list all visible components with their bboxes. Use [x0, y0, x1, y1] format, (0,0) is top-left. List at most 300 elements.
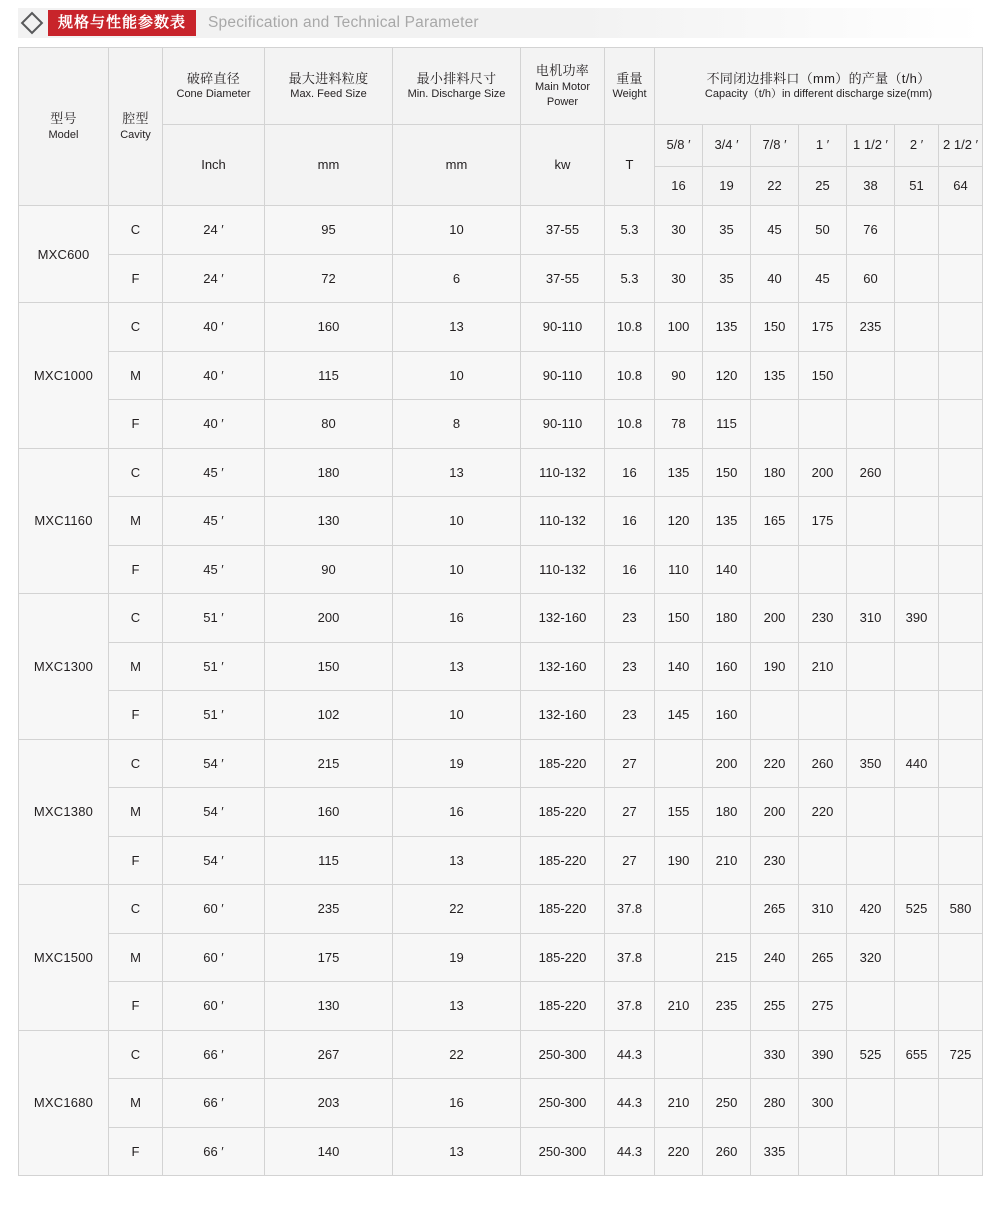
capacity-cell: [847, 982, 895, 1031]
capacity-cell: 280: [751, 1079, 799, 1128]
cavity-cell: M: [109, 1079, 163, 1128]
capacity-cell: [847, 351, 895, 400]
cone-diameter-cell: 51 ′: [163, 642, 265, 691]
motor-power-cell: 90-110: [521, 400, 605, 449]
capacity-cell: [939, 351, 983, 400]
table-row: [19, 788, 983, 837]
capacity-size-inch-4: 1 1/2 ′: [847, 125, 895, 167]
capacity-cell: 220: [751, 739, 799, 788]
capacity-cell: [799, 691, 847, 740]
unit-cone-diameter: Inch: [163, 125, 265, 206]
header-cavity-en: Cavity: [120, 128, 151, 141]
weight-cell: 5.3: [605, 206, 655, 255]
capacity-cell: [939, 933, 983, 982]
capacity-cell: 220: [799, 788, 847, 837]
weight-cell: 27: [605, 836, 655, 885]
capacity-cell: 200: [751, 788, 799, 837]
motor-power-cell: 185-220: [521, 982, 605, 1031]
header-capacity-cn: 不同闭边排料口（mm）的产量（t/h）: [706, 70, 931, 86]
cavity-cell: C: [109, 1030, 163, 1079]
capacity-cell: 135: [703, 303, 751, 352]
header-motor-power-en: Main Motor Power: [534, 80, 591, 108]
capacity-cell: [799, 545, 847, 594]
capacity-cell: [939, 982, 983, 1031]
cone-diameter-cell: 60 ′: [163, 933, 265, 982]
cone-diameter-cell: 51 ′: [163, 691, 265, 740]
cone-diameter-cell: 40 ′: [163, 400, 265, 449]
capacity-cell: 210: [703, 836, 751, 885]
header-model-cn: 型号: [50, 111, 77, 127]
header-cone-diameter-cn: 破碎直径: [186, 70, 241, 86]
weight-cell: 23: [605, 642, 655, 691]
table-row: [19, 594, 983, 643]
header-capacity-en: Capacity（t/h）in different discharge size(mm): [704, 88, 933, 101]
specification-table: [18, 47, 983, 1176]
cone-diameter-cell: 24 ′: [163, 206, 265, 255]
capacity-cell: [751, 400, 799, 449]
min-discharge-cell: 10: [393, 497, 521, 546]
capacity-cell: [655, 1030, 703, 1079]
capacity-size-mm-2: 22: [751, 166, 799, 205]
capacity-cell: [703, 885, 751, 934]
capacity-cell: 150: [655, 594, 703, 643]
weight-cell: 16: [605, 448, 655, 497]
cone-diameter-cell: 60 ′: [163, 885, 265, 934]
header-min-discharge: [393, 48, 521, 125]
header-weight-en: Weight: [612, 88, 647, 101]
motor-power-cell: 110-132: [521, 497, 605, 546]
capacity-cell: 155: [655, 788, 703, 837]
capacity-cell: [751, 691, 799, 740]
table-row: [19, 448, 983, 497]
capacity-cell: [847, 691, 895, 740]
table-row: [19, 739, 983, 788]
header-row-sizes-inch: [19, 125, 983, 167]
capacity-cell: [847, 1127, 895, 1176]
max-feed-cell: 80: [265, 400, 393, 449]
capacity-cell: 150: [799, 351, 847, 400]
motor-power-cell: 132-160: [521, 594, 605, 643]
capacity-cell: 230: [799, 594, 847, 643]
cone-diameter-cell: 60 ′: [163, 982, 265, 1031]
capacity-cell: [895, 497, 939, 546]
capacity-cell: 140: [703, 545, 751, 594]
min-discharge-cell: 19: [393, 933, 521, 982]
min-discharge-cell: 8: [393, 400, 521, 449]
capacity-cell: [939, 303, 983, 352]
capacity-cell: 190: [655, 836, 703, 885]
capacity-size-inch-2: 7/8 ′: [751, 125, 799, 167]
table-row: [19, 885, 983, 934]
capacity-cell: [895, 1127, 939, 1176]
capacity-cell: 40: [751, 254, 799, 303]
capacity-cell: 120: [703, 351, 751, 400]
capacity-cell: 390: [895, 594, 939, 643]
motor-power-cell: 90-110: [521, 303, 605, 352]
table-row: [19, 400, 983, 449]
capacity-cell: [939, 497, 983, 546]
cavity-cell: F: [109, 836, 163, 885]
capacity-size-mm-0: 16: [655, 166, 703, 205]
capacity-cell: [799, 1127, 847, 1176]
diamond-icon: [21, 12, 44, 35]
capacity-cell: [847, 1079, 895, 1128]
header-motor-power-cn: 电机功率: [535, 63, 590, 79]
model-cell: MXC1000: [19, 303, 109, 449]
capacity-cell: 190: [751, 642, 799, 691]
cone-diameter-cell: 66 ′: [163, 1127, 265, 1176]
header-row-main: [19, 48, 983, 125]
capacity-cell: 180: [751, 448, 799, 497]
cavity-cell: C: [109, 206, 163, 255]
capacity-cell: [703, 1030, 751, 1079]
motor-power-cell: 185-220: [521, 788, 605, 837]
capacity-cell: [939, 739, 983, 788]
cavity-cell: C: [109, 448, 163, 497]
capacity-cell: 220: [655, 1127, 703, 1176]
min-discharge-cell: 13: [393, 448, 521, 497]
weight-cell: 37.8: [605, 933, 655, 982]
capacity-cell: 100: [655, 303, 703, 352]
table-row: [19, 497, 983, 546]
capacity-cell: [895, 642, 939, 691]
model-cell: MXC1160: [19, 448, 109, 594]
table-row: [19, 982, 983, 1031]
capacity-cell: [655, 885, 703, 934]
cavity-cell: F: [109, 545, 163, 594]
capacity-cell: [847, 400, 895, 449]
cone-diameter-cell: 54 ′: [163, 836, 265, 885]
table-row: [19, 1079, 983, 1128]
capacity-cell: 260: [847, 448, 895, 497]
capacity-cell: 210: [655, 1079, 703, 1128]
model-cell: MXC1300: [19, 594, 109, 740]
capacity-cell: [939, 545, 983, 594]
max-feed-cell: 175: [265, 933, 393, 982]
capacity-cell: 200: [751, 594, 799, 643]
capacity-cell: [847, 642, 895, 691]
cavity-cell: C: [109, 885, 163, 934]
max-feed-cell: 180: [265, 448, 393, 497]
min-discharge-cell: 10: [393, 206, 521, 255]
weight-cell: 10.8: [605, 303, 655, 352]
motor-power-cell: 132-160: [521, 691, 605, 740]
model-cell: MXC1500: [19, 885, 109, 1031]
min-discharge-cell: 22: [393, 1030, 521, 1079]
capacity-cell: [895, 545, 939, 594]
header-max-feed: [265, 48, 393, 125]
motor-power-cell: 185-220: [521, 933, 605, 982]
table-row: [19, 1030, 983, 1079]
model-cell: MXC600: [19, 206, 109, 303]
capacity-cell: 150: [703, 448, 751, 497]
header-model: [19, 48, 109, 206]
table-row: [19, 1127, 983, 1176]
weight-cell: 27: [605, 739, 655, 788]
weight-cell: 44.3: [605, 1079, 655, 1128]
max-feed-cell: 150: [265, 642, 393, 691]
min-discharge-cell: 16: [393, 1079, 521, 1128]
capacity-cell: [939, 1079, 983, 1128]
capacity-cell: 35: [703, 254, 751, 303]
capacity-size-mm-3: 25: [799, 166, 847, 205]
capacity-cell: 145: [655, 691, 703, 740]
capacity-size-inch-3: 1 ′: [799, 125, 847, 167]
cavity-cell: M: [109, 642, 163, 691]
capacity-cell: 265: [799, 933, 847, 982]
capacity-cell: [799, 836, 847, 885]
unit-min-discharge: mm: [393, 125, 521, 206]
capacity-cell: [847, 545, 895, 594]
cavity-cell: M: [109, 788, 163, 837]
motor-power-cell: 37-55: [521, 206, 605, 255]
table-row: [19, 254, 983, 303]
table-row: [19, 836, 983, 885]
weight-cell: 27: [605, 788, 655, 837]
cone-diameter-cell: 40 ′: [163, 303, 265, 352]
table-row: [19, 642, 983, 691]
weight-cell: 23: [605, 594, 655, 643]
capacity-size-inch-1: 3/4 ′: [703, 125, 751, 167]
min-discharge-cell: 10: [393, 691, 521, 740]
capacity-cell: 525: [895, 885, 939, 934]
capacity-cell: [939, 642, 983, 691]
max-feed-cell: 160: [265, 788, 393, 837]
motor-power-cell: 185-220: [521, 836, 605, 885]
max-feed-cell: 200: [265, 594, 393, 643]
weight-cell: 44.3: [605, 1030, 655, 1079]
capacity-cell: 215: [703, 933, 751, 982]
weight-cell: 37.8: [605, 885, 655, 934]
header-max-feed-en: Max. Feed Size: [290, 88, 367, 101]
capacity-cell: 390: [799, 1030, 847, 1079]
cavity-cell: F: [109, 400, 163, 449]
capacity-cell: 180: [703, 594, 751, 643]
capacity-cell: [895, 836, 939, 885]
capacity-cell: 78: [655, 400, 703, 449]
capacity-cell: [939, 836, 983, 885]
cone-diameter-cell: 51 ′: [163, 594, 265, 643]
capacity-cell: 240: [751, 933, 799, 982]
min-discharge-cell: 13: [393, 1127, 521, 1176]
cone-diameter-cell: 66 ′: [163, 1030, 265, 1079]
capacity-cell: [895, 448, 939, 497]
motor-power-cell: 90-110: [521, 351, 605, 400]
unit-weight: T: [605, 125, 655, 206]
weight-cell: 5.3: [605, 254, 655, 303]
cavity-cell: M: [109, 351, 163, 400]
header-capacity: [655, 48, 983, 125]
cone-diameter-cell: 54 ′: [163, 788, 265, 837]
capacity-cell: 90: [655, 351, 703, 400]
min-discharge-cell: 10: [393, 351, 521, 400]
min-discharge-cell: 22: [393, 885, 521, 934]
min-discharge-cell: 13: [393, 982, 521, 1031]
capacity-cell: [895, 788, 939, 837]
model-cell: MXC1380: [19, 739, 109, 885]
capacity-cell: 135: [751, 351, 799, 400]
capacity-cell: 210: [655, 982, 703, 1031]
capacity-cell: 320: [847, 933, 895, 982]
capacity-cell: 255: [751, 982, 799, 1031]
max-feed-cell: 235: [265, 885, 393, 934]
motor-power-cell: 132-160: [521, 642, 605, 691]
capacity-cell: 210: [799, 642, 847, 691]
capacity-cell: 175: [799, 303, 847, 352]
max-feed-cell: 115: [265, 836, 393, 885]
capacity-cell: [847, 836, 895, 885]
motor-power-cell: 110-132: [521, 545, 605, 594]
capacity-cell: 160: [703, 691, 751, 740]
min-discharge-cell: 10: [393, 545, 521, 594]
header-min-discharge-cn: 最小排料尺寸: [416, 70, 497, 86]
cone-diameter-cell: 66 ′: [163, 1079, 265, 1128]
capacity-cell: [939, 788, 983, 837]
cavity-cell: F: [109, 1127, 163, 1176]
capacity-cell: 76: [847, 206, 895, 255]
max-feed-cell: 140: [265, 1127, 393, 1176]
max-feed-cell: 215: [265, 739, 393, 788]
header-min-discharge-en: Min. Discharge Size: [407, 88, 506, 101]
table-row: [19, 206, 983, 255]
cavity-cell: C: [109, 303, 163, 352]
capacity-cell: 725: [939, 1030, 983, 1079]
min-discharge-cell: 13: [393, 642, 521, 691]
capacity-cell: [895, 303, 939, 352]
capacity-cell: 300: [799, 1079, 847, 1128]
header-cavity: [109, 48, 163, 206]
capacity-cell: 260: [703, 1127, 751, 1176]
weight-cell: 10.8: [605, 400, 655, 449]
capacity-cell: 175: [799, 497, 847, 546]
model-cell: MXC1680: [19, 1030, 109, 1176]
capacity-size-inch-6: 2 1/2 ′: [939, 125, 983, 167]
cavity-cell: M: [109, 933, 163, 982]
capacity-cell: [939, 594, 983, 643]
capacity-cell: 655: [895, 1030, 939, 1079]
motor-power-cell: 250-300: [521, 1079, 605, 1128]
weight-cell: 10.8: [605, 351, 655, 400]
min-discharge-cell: 6: [393, 254, 521, 303]
capacity-cell: [939, 400, 983, 449]
min-discharge-cell: 13: [393, 303, 521, 352]
max-feed-cell: 130: [265, 497, 393, 546]
capacity-cell: 120: [655, 497, 703, 546]
cone-diameter-cell: 45 ′: [163, 448, 265, 497]
page-title-en: Specification and Technical Parameter: [208, 14, 479, 31]
max-feed-cell: 267: [265, 1030, 393, 1079]
capacity-cell: [895, 691, 939, 740]
min-discharge-cell: 19: [393, 739, 521, 788]
capacity-cell: 165: [751, 497, 799, 546]
header-weight-cn: 重量: [616, 70, 643, 86]
max-feed-cell: 72: [265, 254, 393, 303]
min-discharge-cell: 13: [393, 836, 521, 885]
capacity-cell: 110: [655, 545, 703, 594]
capacity-cell: 250: [703, 1079, 751, 1128]
capacity-cell: 420: [847, 885, 895, 934]
capacity-cell: 580: [939, 885, 983, 934]
max-feed-cell: 203: [265, 1079, 393, 1128]
capacity-cell: 115: [703, 400, 751, 449]
capacity-size-mm-1: 19: [703, 166, 751, 205]
weight-cell: 37.8: [605, 982, 655, 1031]
capacity-size-mm-6: 64: [939, 166, 983, 205]
weight-cell: 23: [605, 691, 655, 740]
capacity-cell: [939, 1127, 983, 1176]
capacity-cell: 525: [847, 1030, 895, 1079]
capacity-cell: 135: [703, 497, 751, 546]
capacity-cell: [847, 497, 895, 546]
spec-sheet-page: [0, 8, 1000, 1208]
capacity-cell: [895, 933, 939, 982]
capacity-cell: 260: [799, 739, 847, 788]
capacity-size-mm-5: 51: [895, 166, 939, 205]
cone-diameter-cell: 54 ′: [163, 739, 265, 788]
capacity-cell: [895, 351, 939, 400]
capacity-cell: [939, 254, 983, 303]
header-weight: [605, 48, 655, 125]
cavity-cell: M: [109, 497, 163, 546]
capacity-cell: 150: [751, 303, 799, 352]
motor-power-cell: 185-220: [521, 885, 605, 934]
capacity-size-inch-0: 5/8 ′: [655, 125, 703, 167]
cavity-cell: F: [109, 982, 163, 1031]
capacity-cell: [751, 545, 799, 594]
cone-diameter-cell: 45 ′: [163, 545, 265, 594]
weight-cell: 16: [605, 497, 655, 546]
unit-max-feed: mm: [265, 125, 393, 206]
cavity-cell: F: [109, 254, 163, 303]
capacity-cell: [895, 254, 939, 303]
capacity-cell: 265: [751, 885, 799, 934]
unit-motor-power: kw: [521, 125, 605, 206]
header-model-en: Model: [48, 128, 79, 141]
page-title-cn: 规格与性能参数表: [48, 10, 196, 36]
table-row: [19, 545, 983, 594]
capacity-cell: 440: [895, 739, 939, 788]
weight-cell: 44.3: [605, 1127, 655, 1176]
table-row: [19, 303, 983, 352]
capacity-size-inch-5: 2 ′: [895, 125, 939, 167]
max-feed-cell: 95: [265, 206, 393, 255]
max-feed-cell: 102: [265, 691, 393, 740]
capacity-cell: 140: [655, 642, 703, 691]
capacity-cell: 200: [703, 739, 751, 788]
capacity-cell: [799, 400, 847, 449]
capacity-cell: 35: [703, 206, 751, 255]
capacity-cell: 160: [703, 642, 751, 691]
cone-diameter-cell: 40 ′: [163, 351, 265, 400]
capacity-cell: [895, 400, 939, 449]
motor-power-cell: 250-300: [521, 1127, 605, 1176]
motor-power-cell: 37-55: [521, 254, 605, 303]
header-max-feed-cn: 最大进料粒度: [288, 70, 369, 86]
max-feed-cell: 130: [265, 982, 393, 1031]
capacity-cell: 30: [655, 206, 703, 255]
motor-power-cell: 250-300: [521, 1030, 605, 1079]
capacity-cell: 330: [751, 1030, 799, 1079]
table-row: [19, 691, 983, 740]
capacity-cell: 235: [847, 303, 895, 352]
header-cone-diameter: [163, 48, 265, 125]
motor-power-cell: 110-132: [521, 448, 605, 497]
capacity-cell: 335: [751, 1127, 799, 1176]
cavity-cell: C: [109, 594, 163, 643]
header-cavity-cn: 腔型: [122, 111, 149, 127]
cone-diameter-cell: 24 ′: [163, 254, 265, 303]
capacity-cell: [939, 206, 983, 255]
